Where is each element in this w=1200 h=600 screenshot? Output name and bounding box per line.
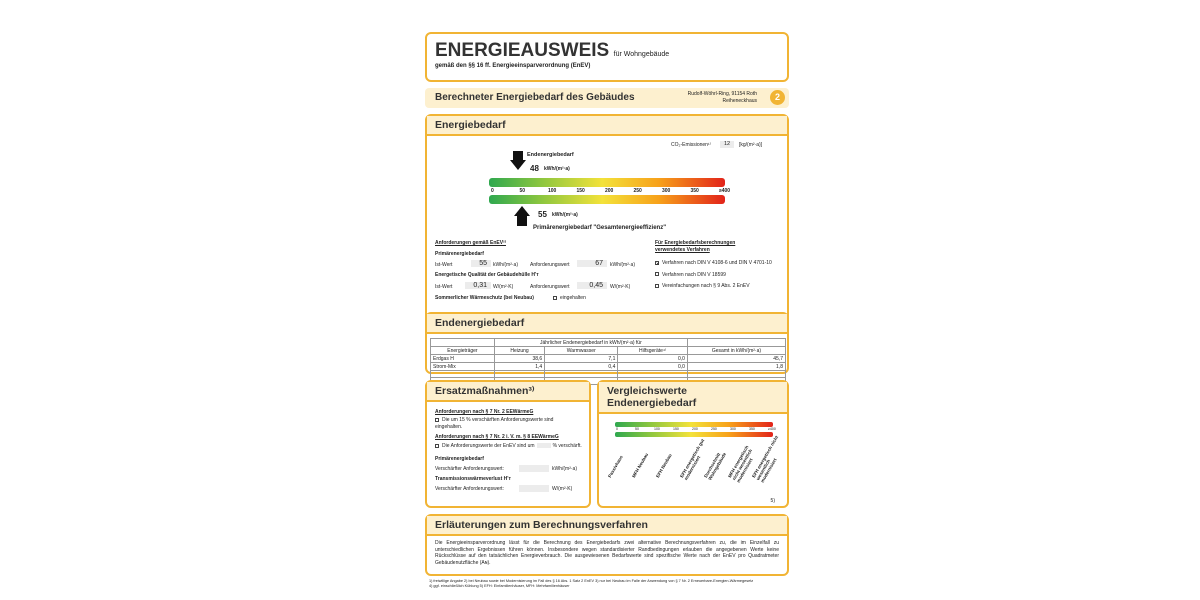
verfahren-heading-2: verwendetes Verfahren: [655, 247, 710, 253]
checkbox-icon: [655, 284, 659, 288]
ersatz-verschaerft2: Verschärfter Anforderungswert:: [435, 486, 504, 492]
ersatz-section: [425, 380, 591, 508]
co2-unit: [kg/(m²·a)]: [739, 142, 763, 148]
verfahren-label: Verfahren nach DIN V 4108-6 und DIN V 4701-10: [662, 260, 772, 266]
section-bar-title: Berechneter Energiebedarf des Gebäudes: [435, 92, 635, 103]
document-subtitle: gemäß den §§ 16 ff. Energieeinsparverordnung (EnEV): [435, 63, 591, 69]
building-type: Reiheneckhaus: [722, 98, 757, 104]
primary-unit: kWh/(m²·a): [552, 212, 578, 218]
ist2-value: 0,31: [465, 282, 491, 289]
huelle-heading: Energetische Qualität der Gebäudehülle H'ᴛ: [435, 272, 539, 278]
title-box: [425, 32, 789, 82]
erlaeuterungen-header: Erläuterungen zum Berechnungsverfahren: [427, 516, 787, 536]
table-cell: 0,0: [618, 355, 688, 363]
scale-tick-label: 50: [519, 188, 526, 194]
energy-scale-top: [489, 178, 725, 187]
vergleich-label: MFH energetisch nicht wesentlich modernisiert: [727, 444, 754, 484]
primary-arrow-head: [514, 206, 530, 216]
primary-heading: Primärenergiebedarf: [435, 251, 484, 257]
table-cell: [618, 371, 688, 378]
table-row: [431, 371, 786, 378]
table-group-empty: [431, 339, 495, 347]
table-cell: [545, 371, 618, 378]
ersatz-req2-box: [435, 444, 439, 448]
ersatz-header: Ersatzmaßnahmen³⁾: [427, 382, 589, 402]
table-cell: 0,0: [618, 363, 688, 371]
table-cell: [687, 371, 785, 378]
ersatz-verschaerft1: Verschärfter Anforderungswert:: [435, 466, 504, 472]
end-label: Endenergiebedarf: [527, 152, 574, 158]
vergleich-section: [597, 380, 789, 508]
table-cell: [431, 371, 495, 378]
footnote-line-1: 1) freiwillige Angabe 2) bei Neubau sowie bei Modernisierung im Fall des § 16 Abs. 1 Satz 2 EnEV 3) nur bei Neubau im Falle der Anwendung von § 7 Nr. 2 Erneuerbare-Energien-Wärmegesetz: [429, 579, 754, 583]
vergleich-tick-label: 100: [654, 427, 660, 431]
table-cell: Strom-Mix: [431, 363, 495, 371]
vergleich-tick-label: 0: [616, 427, 618, 431]
ersatz-transmission: Transmissionswärmeverlust H'ᴛ: [435, 476, 511, 482]
verfahren-heading-1: Für Energiebedarfsberechnungen: [655, 240, 736, 246]
ersatz-req1-text: Die um 15 % verschärften Anforderungswerte sind eingehalten.: [435, 417, 554, 430]
requirements-heading: Anforderungen gemäß EnEV²⁾: [435, 240, 506, 246]
end-value: 48: [530, 164, 539, 173]
ersatz-req1: Anforderungen nach § 7 Nr. 2 EEWärmeG: [435, 409, 534, 415]
table-group-empty-2: [687, 339, 785, 347]
verfahren-item: [655, 272, 772, 279]
vergleich-tick-label: 300: [730, 427, 736, 431]
scale-tick-label: 200: [605, 188, 614, 194]
vergleich-header: Vergleichswerte Endenergiebedarf: [599, 382, 787, 414]
scale-tick-label: 300: [662, 188, 671, 194]
table-cell: 38,6: [494, 355, 544, 363]
ersatz-req2-blank: [537, 443, 551, 448]
ersatz-req2-checkbox: [435, 443, 582, 450]
vergleich-tick-label: ≥400: [768, 427, 776, 431]
vergleich-tick-label: 150: [673, 427, 679, 431]
scale-tick-label: 350: [690, 188, 699, 194]
energiebedarf-header: Energiebedarf: [427, 116, 787, 136]
ersatz-req2: Anforderungen nach § 7 Nr. 2 i. V. m. § 8 EEWärmeG: [435, 434, 559, 440]
scale-tick-label: 100: [548, 188, 557, 194]
footnotes: [429, 579, 789, 589]
table-row: [431, 355, 786, 363]
table-header-cell: Energieträger: [431, 347, 495, 355]
ersatz-unit2: W/(m²·K): [552, 486, 573, 492]
section-bar: [425, 88, 789, 108]
ist2-unit: W/(m²·K): [493, 284, 514, 290]
endenergiebedarf-section: [425, 312, 789, 374]
anf2-value: 0,45: [577, 282, 607, 289]
document-title: ENERGIEAUSWEIS: [435, 40, 610, 61]
erlaeuterungen-text: Die Energieeinsparverordnung lässt für die Berechnung des Energiebedarfs zwei alternative Berechnungsverfahren zu, die im Einzelfall zu unterschiedlichen Ergebnissen führen können. Insbesondere wegen standardisierter Randbedingungen erlauben die angegebenen Werte keine Rückschlüsse auf den tatsächlichen Energieverbrauch. Die ausgewiesenen Bedarfswerte sind spezifische Werte nach der EnEV pro Quadratmeter Gebäudenutzfläche (Aɴ).: [435, 540, 779, 566]
ersatz-req2-text2: % verschärft.: [552, 443, 582, 449]
vergleich-footnote: 5): [770, 498, 775, 504]
anf2-label: Anforderungswert: [530, 284, 570, 290]
end-unit: kWh/(m²·a): [544, 166, 570, 172]
vergleich-tick-label: 250: [711, 427, 717, 431]
endenergiebedarf-header: Endenergiebedarf: [427, 314, 787, 334]
table-group-heading: Jährlicher Endenergiebedarf in kWh/(m²·a) für: [494, 339, 687, 347]
ist-unit: kWh/(m²·a): [493, 262, 518, 268]
verfahren-label: Verfahren nach DIN V 18599: [662, 271, 726, 278]
eingehalten-box: [553, 296, 557, 300]
table-header-cell: Warmwasser: [545, 347, 618, 355]
verfahren-label: Vereinfachungen nach § 9 Abs. 2 EnEV: [662, 283, 750, 289]
anf-label: Anforderungswert: [530, 262, 570, 268]
vergleich-label: Durchschnitt Wohngebäude: [703, 451, 728, 481]
vergleich-label: EFH Neubau: [655, 452, 673, 479]
table-header-cell: Gesamt in kWh/(m²·a): [687, 347, 785, 355]
vergleich-tick-label: 50: [635, 427, 639, 431]
vergleich-label: Passivhaus: [607, 454, 624, 479]
document-title-suffix: für Wohngebäude: [613, 51, 670, 58]
scale-tick-label: 0: [491, 188, 494, 194]
checked-box-icon: ✕: [656, 260, 660, 266]
endenergie-table: [430, 338, 786, 385]
eingehalten-checkbox: [553, 295, 586, 302]
anf2-unit: W/(m²·K): [610, 284, 631, 290]
primary-value: 55: [538, 210, 547, 219]
ersatz-value1: [519, 465, 549, 472]
ist-label: Ist-Wert: [435, 262, 453, 268]
table-header-cell: Heizung: [494, 347, 544, 355]
verfahren-item: [655, 283, 772, 290]
energy-certificate: [425, 30, 789, 590]
energy-scale-bottom: [489, 195, 725, 204]
anf-value: 67: [577, 260, 607, 267]
vergleich-label: MFH Neubau: [631, 452, 650, 479]
table-cell: 1,4: [494, 363, 544, 371]
table-header-row: [431, 347, 786, 355]
ist2-label: Ist-Wert: [435, 284, 453, 290]
vergleich-label: EFH energetisch gut modernisiert: [679, 438, 706, 481]
scale-tick-label: ≥400: [719, 188, 731, 194]
vergleich-tick-label: 200: [692, 427, 698, 431]
eingehalten-label: eingehalten: [560, 295, 586, 301]
scale-tick-label: 250: [633, 188, 642, 194]
anf-unit: kWh/(m²·a): [610, 262, 635, 268]
table-cell: 0,4: [545, 363, 618, 371]
end-arrow-head: [510, 160, 526, 170]
ersatz-req1-box: [435, 418, 439, 422]
co2-label: CO₂-Emissionen¹⁾: [671, 142, 711, 148]
ist-value: 55: [471, 260, 491, 267]
ersatz-req2-text1: Die Anforderungswerte der EnEV sind um: [442, 443, 535, 449]
primary-label: Primärenergiebedarf "Gesamtenergieeffizienz": [533, 225, 667, 231]
ersatz-value2: [519, 485, 549, 492]
sommer-label: Sommerlicher Wärmeschutz (bei Neubau): [435, 295, 534, 301]
table-cell: 45,7: [687, 355, 785, 363]
primary-arrow-icon: [517, 216, 527, 226]
table-group-row: [431, 339, 786, 347]
checkbox-icon: [655, 272, 659, 276]
ersatz-primaer: Primärenergiebedarf: [435, 456, 484, 462]
ersatz-unit1: kWh/(m²·a): [552, 466, 577, 472]
table-cell: Erdgas H: [431, 355, 495, 363]
co2-value: 12: [720, 141, 734, 148]
vergleich-tick-label: 350: [749, 427, 755, 431]
energy-scale-ticks: [489, 187, 731, 195]
vergleich-labels: [599, 414, 789, 518]
table-cell: [494, 371, 544, 378]
verfahren-item: [655, 260, 772, 267]
ersatz-req1-checkbox: [435, 417, 565, 430]
table-cell: 1,8: [687, 363, 785, 371]
table-row: [431, 363, 786, 371]
footnote-line-2: 4) ggf. einschließlich Kühlung 5) EFH: Einfamilienhäuser, MFH: Mehrfamilienhäuser: [429, 584, 570, 588]
erlaeuterungen-section: [425, 514, 789, 576]
page-number-badge: 2: [770, 90, 785, 105]
verfahren-list: [655, 260, 772, 295]
energiebedarf-section: [425, 114, 789, 335]
table-cell: 7,1: [545, 355, 618, 363]
scale-tick-label: 150: [576, 188, 585, 194]
vergleich-label: EFH energetisch nicht wesentlich modernisiert: [751, 434, 780, 484]
table-header-cell: Hilfsgeräte⁴⁾: [618, 347, 688, 355]
building-address: Rudolf-Wöhrl-Ring, 91154 Roth: [687, 91, 757, 97]
